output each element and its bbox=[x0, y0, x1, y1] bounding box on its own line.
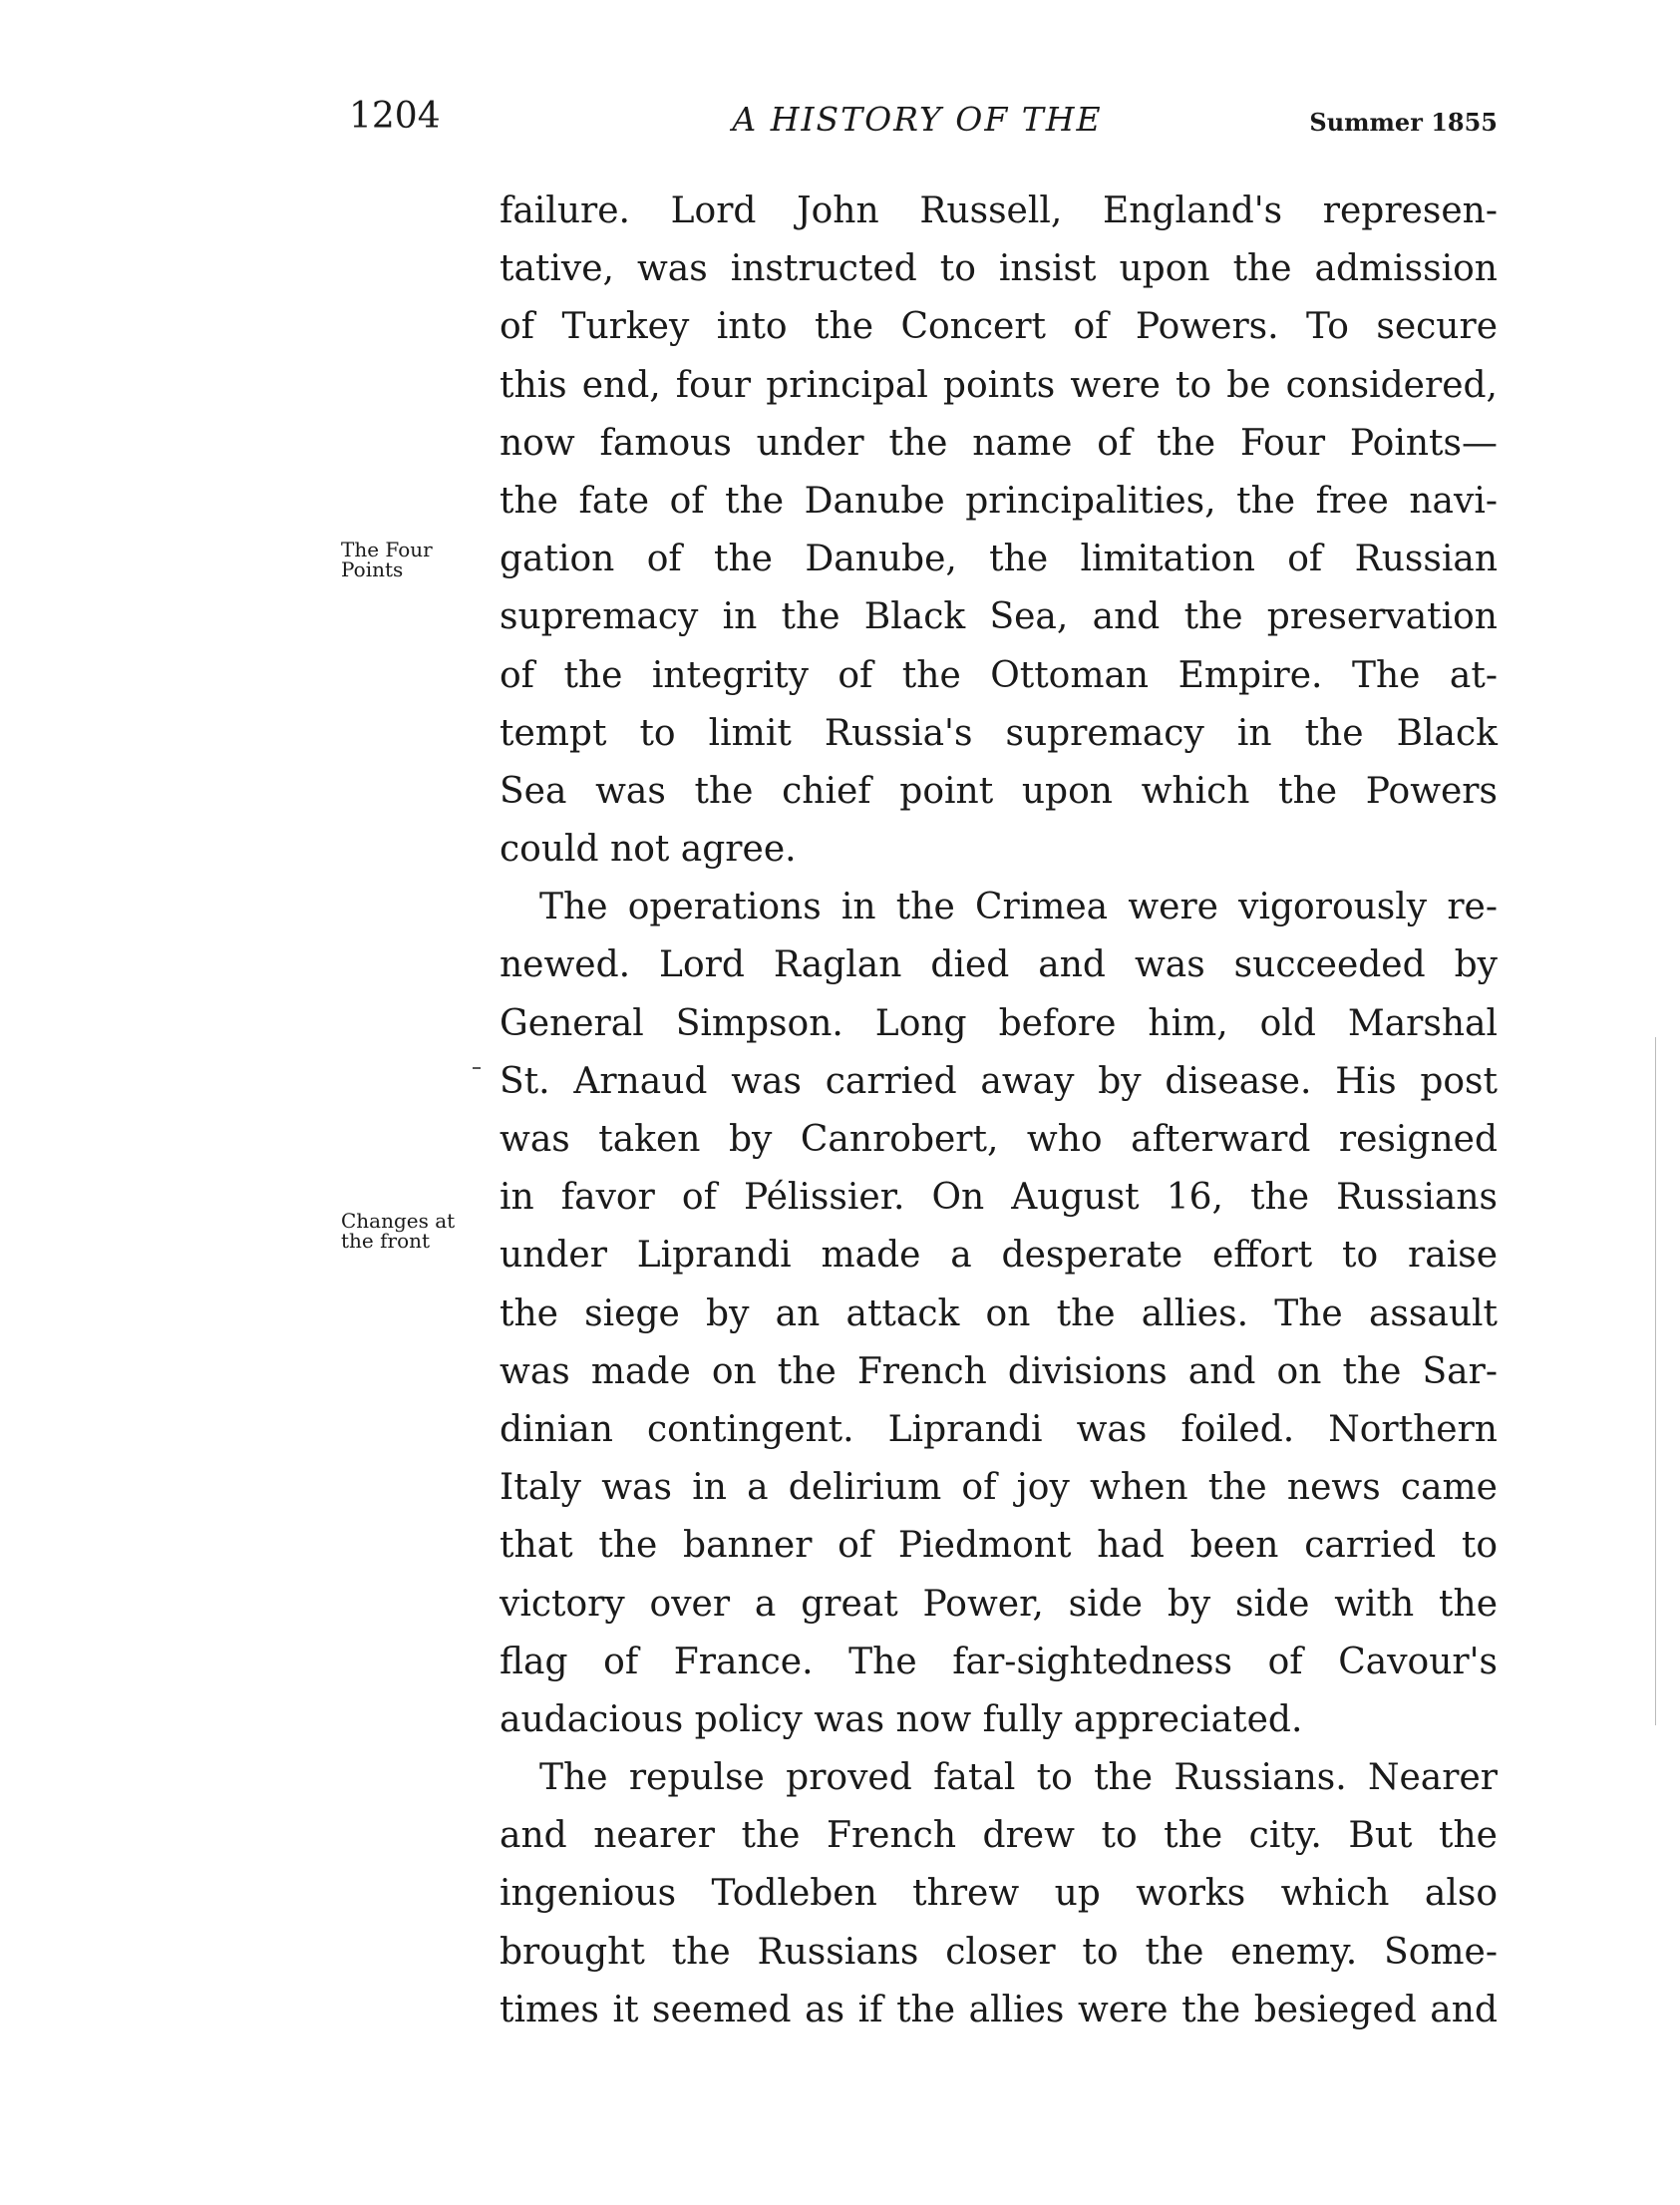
text-line: newed. Lord Raglan died and was succeeded by bbox=[500, 944, 1498, 986]
text-line: the fate of the Danube principalities, the free navi- bbox=[500, 480, 1498, 522]
body-text bbox=[500, 183, 1498, 2039]
running-date: Summer 1855 bbox=[1309, 108, 1498, 137]
text-line: ingenious Todleben threw up works which also bbox=[500, 1873, 1498, 1915]
text-line: now famous under the name of the Four Points— bbox=[500, 422, 1498, 464]
margin-note-four-points: The Four Points bbox=[341, 538, 433, 581]
text-line: tempt to limit Russia's supremacy in the Black bbox=[500, 712, 1498, 754]
text-line: of Turkey into the Concert of Powers. To secure bbox=[500, 306, 1498, 348]
text-line: could not agree. bbox=[500, 829, 797, 871]
text-line: audacious policy was now fully appreciated. bbox=[500, 1698, 1303, 1740]
text-line: supremacy in the Black Sea, and the preservation bbox=[500, 596, 1498, 638]
text-line: General Simpson. Long before him, old Marshal bbox=[500, 1002, 1498, 1044]
text-line: and nearer the French drew to the city. But the bbox=[500, 1815, 1498, 1857]
text-line: that the banner of Piedmont had been carried to bbox=[500, 1525, 1498, 1567]
page-number: 1204 bbox=[349, 96, 441, 137]
margin-note-changes-at-front: Changes at the front bbox=[341, 1209, 456, 1253]
text-line: times it seemed as if the allies were the besieged and bbox=[500, 1989, 1498, 2030]
text-line: under Liprandi made a desperate effort to raise bbox=[500, 1235, 1498, 1277]
text-line: flag of France. The far-sightedness of Cavour's bbox=[500, 1641, 1498, 1682]
text-line: failure. Lord John Russell, England's represen- bbox=[500, 190, 1498, 231]
text-line: in favor of Pélissier. On August 16, the Russians bbox=[500, 1177, 1498, 1219]
text-line: was taken by Canrobert, who afterward resigned bbox=[500, 1119, 1498, 1160]
text-line: Sea was the chief point upon which the Powers bbox=[500, 770, 1498, 812]
text-line: was made on the French divisions and on the Sar- bbox=[500, 1350, 1498, 1392]
text-line: St. Arnaud was carried away by disease. His post bbox=[500, 1060, 1498, 1102]
running-title: A HISTORY OF THE bbox=[732, 100, 1103, 139]
text-line: victory over a great Power, side by side with the bbox=[500, 1583, 1498, 1625]
text-line: the siege by an attack on the allies. The assault bbox=[500, 1292, 1498, 1334]
text-line: dinian contingent. Liprandi was foiled. Northern bbox=[500, 1408, 1498, 1450]
text-line: tative, was instructed to insist upon the admission bbox=[500, 248, 1498, 290]
text-line: The repulse proved fatal to the Russians. Nearer bbox=[539, 1757, 1498, 1799]
text-line: of the integrity of the Ottoman Empire. The at- bbox=[500, 654, 1498, 696]
text-line: gation of the Danube, the limitation of Russian bbox=[500, 539, 1498, 580]
text-line: The operations in the Crimea were vigorously re- bbox=[539, 887, 1498, 928]
text-line: this end, four principal points were to be considered, bbox=[500, 364, 1498, 406]
text-line: Italy was in a delirium of joy when the news came bbox=[500, 1467, 1498, 1509]
text-line: brought the Russians closer to the enemy. Some- bbox=[500, 1931, 1498, 1973]
stray-mark bbox=[473, 1067, 481, 1069]
scan-edge-line bbox=[1655, 1037, 1656, 1725]
